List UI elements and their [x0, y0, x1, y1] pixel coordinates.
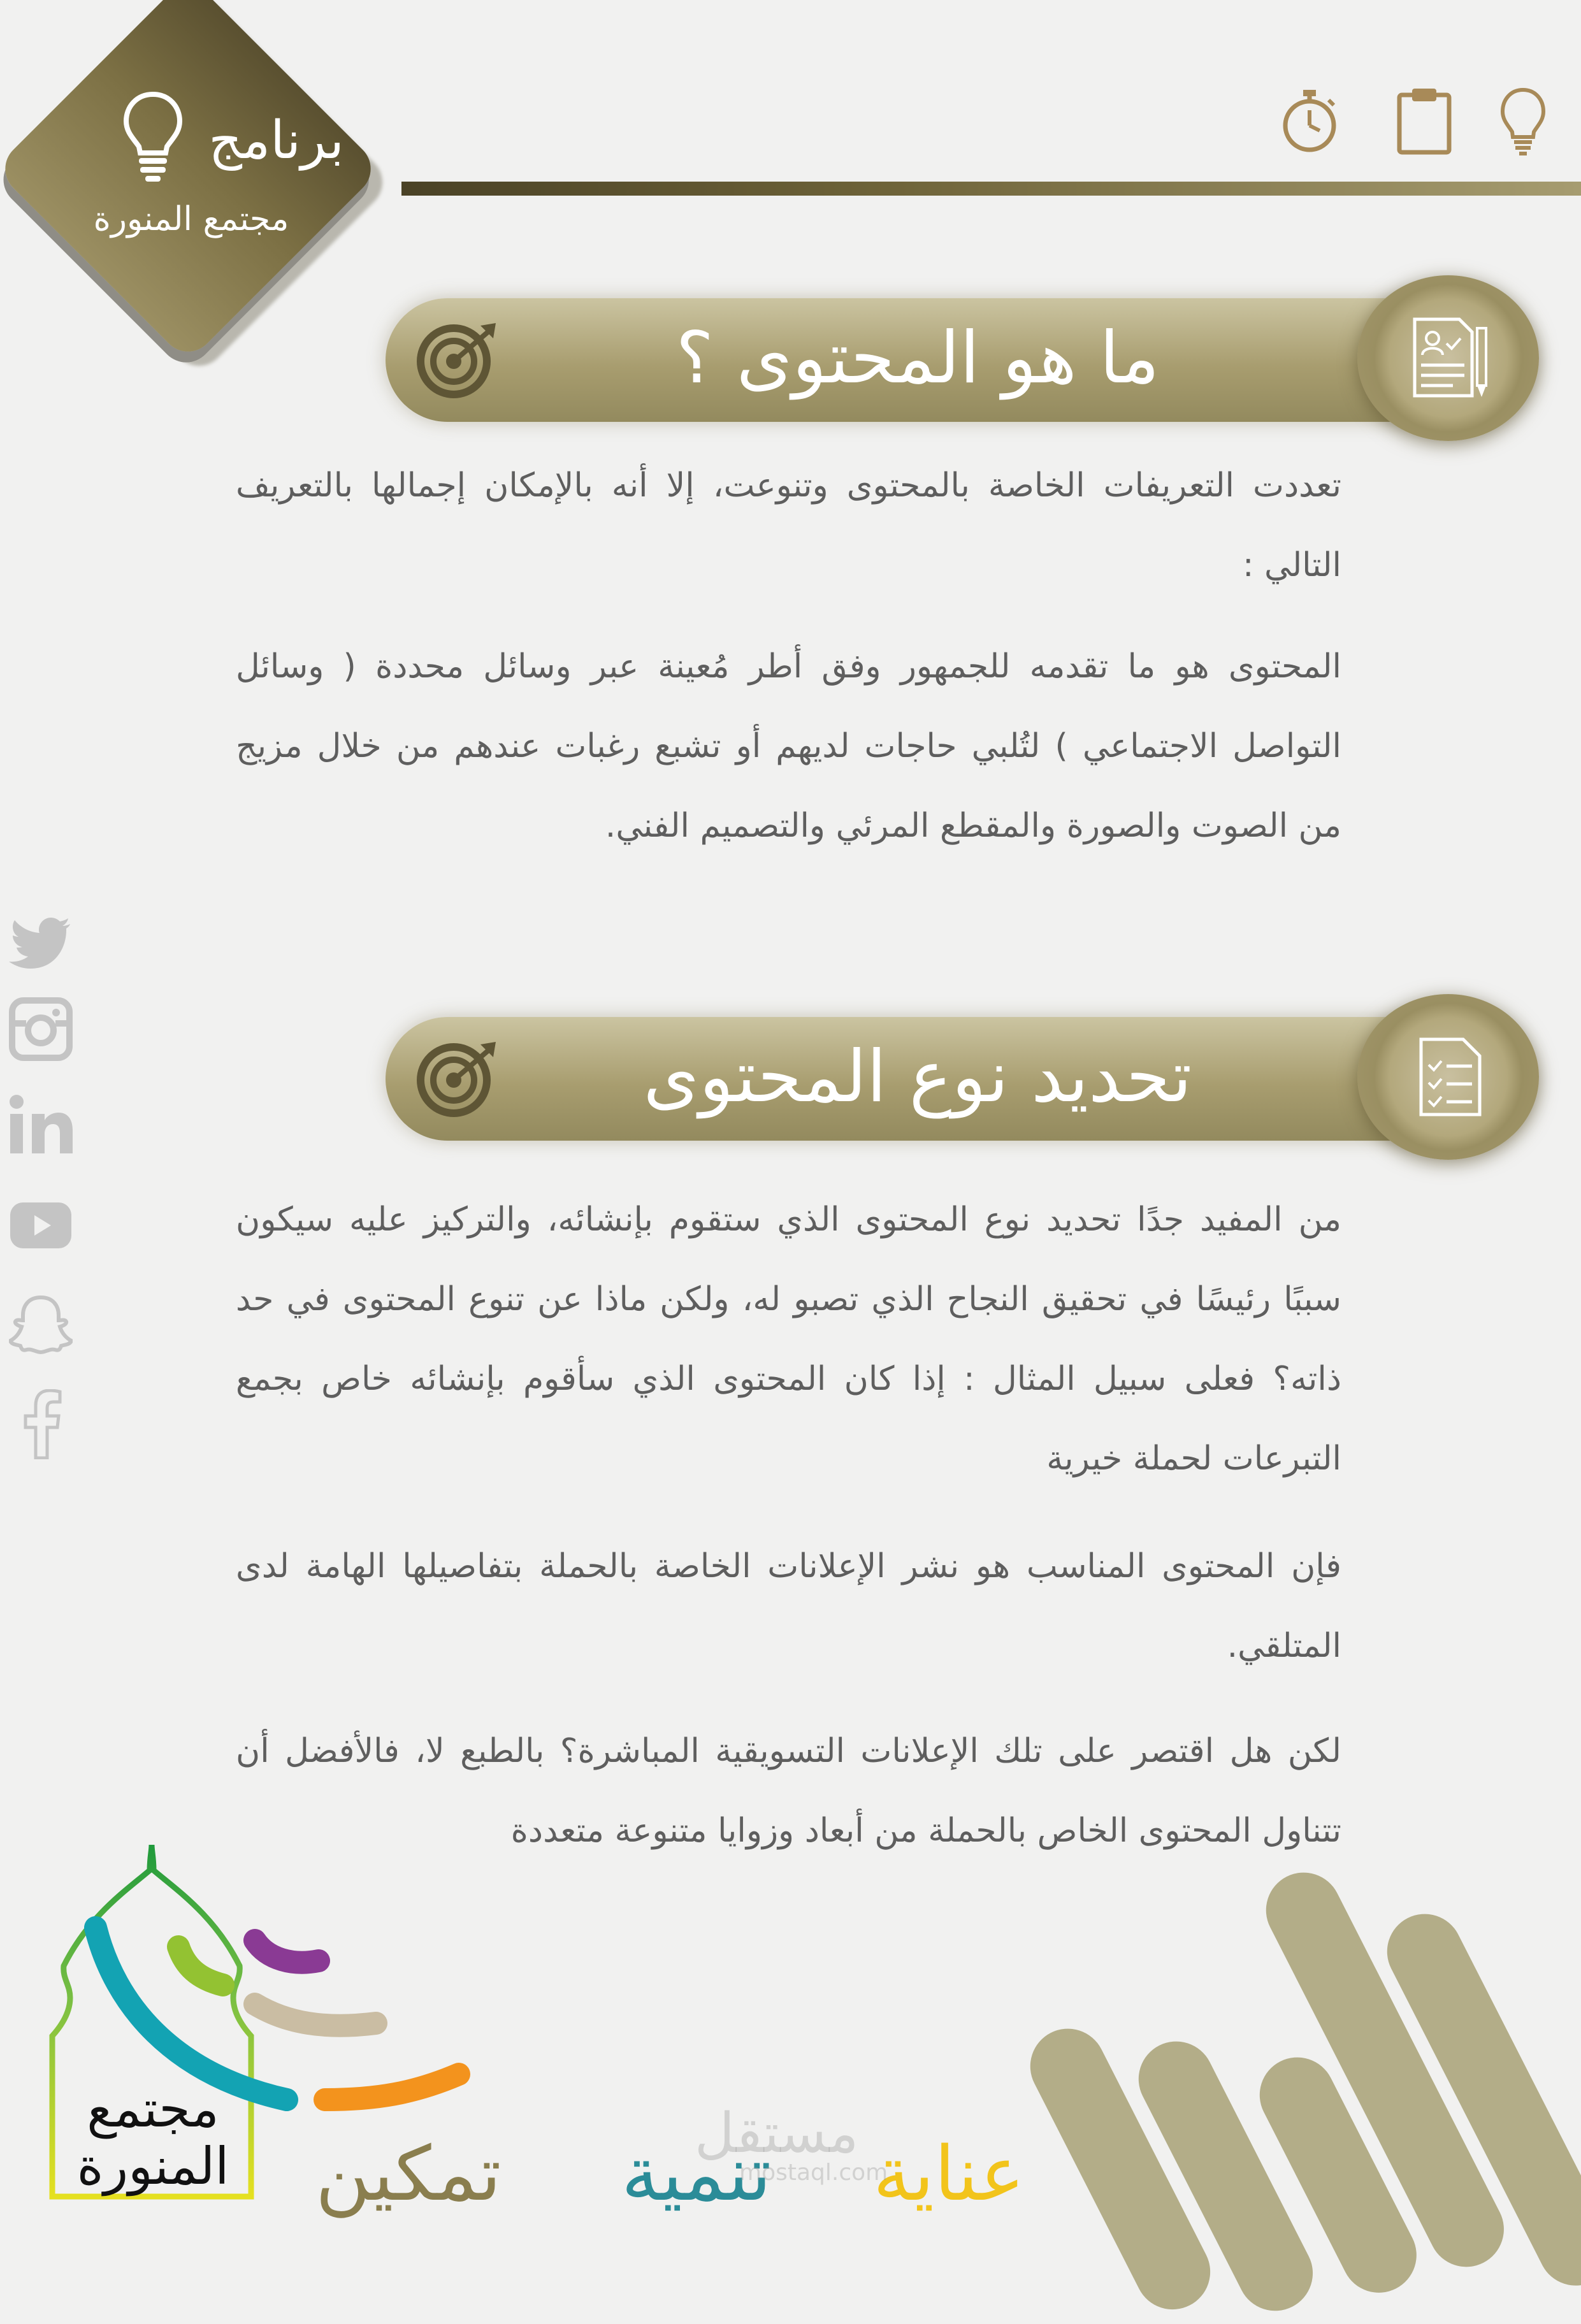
paragraph: تعددت التعريفات الخاصة بالمحتوى وتنوعت، إلا أنه بالإمكان إجمالها بالتعريف التالي : — [236, 466, 1341, 584]
lightbulb-icon — [121, 89, 185, 185]
linkedin-icon[interactable] — [9, 1095, 73, 1153]
snapchat-icon[interactable] — [9, 1294, 73, 1355]
stopwatch-icon — [1278, 86, 1341, 156]
facebook-icon[interactable] — [19, 1389, 64, 1459]
paragraph: لكن هل اقتصر على تلك الإعلانات التسويقية المباشرة؟ بالطبع لا، فالأفضل أن تتناول المحتوى الخاص بالحملة من أبعاد وزوايا متنوعة متعددة — [236, 1732, 1341, 1850]
program-label: برنامج — [208, 110, 344, 171]
tagline-development: تنمية — [621, 2130, 772, 2218]
watermark-url: mostaql.com — [739, 2160, 888, 2186]
checklist-icon — [1416, 1036, 1486, 1118]
tagline-care: عناية — [873, 2130, 1025, 2218]
section-title: تحديد نوع المحتوى — [643, 1036, 1192, 1118]
paragraph: من المفيد جدًا تحديد نوع المحتوى الذي ستقوم بإنشائه، والتركيز عليه سيكون سببًا رئيسًا في تحقيق النجاح الذي تصبو له، ولكن ماذا عن تنوع المحتوى في حد ذاته؟ فعلى سبيل المثال : إذا كان المحتوى الذي سأقوم بإنشائه خاص بجمع التبرعات لحملة خيرية — [236, 1201, 1341, 1478]
target-icon — [414, 1041, 500, 1117]
target-icon — [414, 322, 500, 398]
clipboard-icon — [1396, 86, 1453, 156]
logo-text-line1: مجتمع — [87, 2079, 219, 2139]
paragraph: المحتوى هو ما تقدمه للجمهور وفق أطر مُعينة عبر وسائل محددة ( وسائل التواصل الاجتماعي ) لتُلبي حاجات لديهم أو تشبع رغبات عندهم من خلال مزيج من الصوت والصورة والمقطع المرئي والتصميم الفني. — [236, 647, 1341, 845]
youtube-icon[interactable] — [9, 1201, 73, 1250]
document-edit-icon — [1408, 315, 1498, 401]
lightbulb-icon — [1498, 86, 1549, 156]
logo-text-line2: المنورة — [76, 2137, 229, 2196]
section-title: ما هو المحتوى ؟ — [675, 317, 1160, 400]
program-badge — [0, 0, 382, 363]
paragraph: فإن المحتوى المناسب هو نشر الإعلانات الخاصة بالحملة بتفاصيلها الهامة لدى المتلقي. — [236, 1547, 1341, 1665]
instagram-icon[interactable] — [9, 997, 73, 1061]
header-divider — [401, 182, 1581, 196]
watermark: مستقل — [695, 2102, 859, 2165]
twitter-icon[interactable] — [9, 918, 73, 971]
community-name: مجتمع المنورة — [93, 200, 289, 238]
tagline-empowerment: تمكين — [315, 2130, 502, 2218]
